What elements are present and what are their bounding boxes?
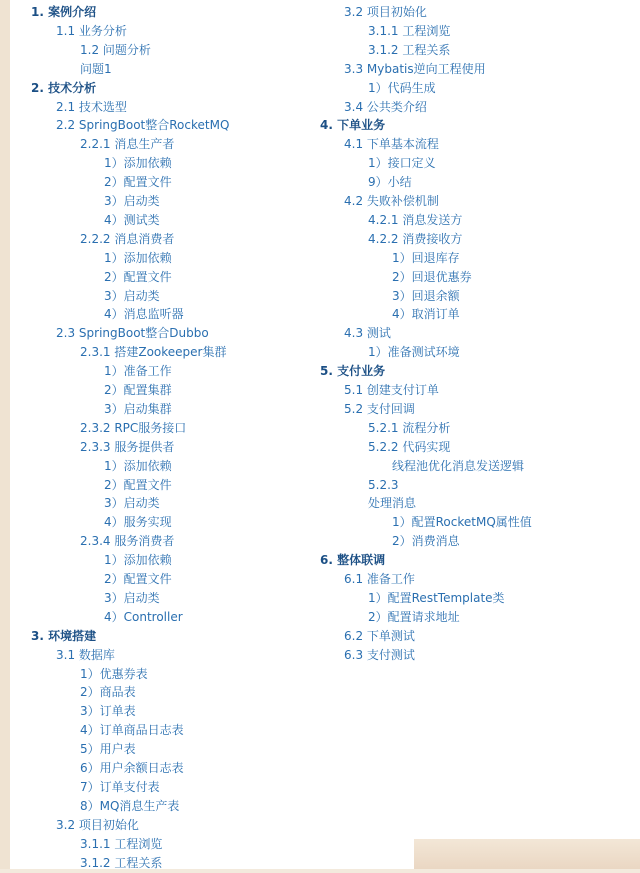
toc-link[interactable]: 3.1.2 工程关系 <box>80 855 163 870</box>
toc-link[interactable]: 3.4 公共类介绍 <box>344 99 427 114</box>
toc-link[interactable]: 4）订单商品日志表 <box>80 723 184 738</box>
toc-link[interactable]: 2）商品表 <box>80 685 136 700</box>
toc-link[interactable]: 3.1 数据库 <box>56 647 115 662</box>
toc-link[interactable]: 1）准备工作 <box>104 364 172 379</box>
toc-link[interactable]: 2.3.1 搭建Zookeeper集群 <box>80 345 227 360</box>
page-edge-shadow <box>0 0 10 869</box>
toc-link[interactable]: 1）优惠券表 <box>80 666 148 681</box>
toc-section-link[interactable]: 1. 案例介绍 <box>31 5 97 19</box>
toc-link[interactable]: 4）取消订单 <box>392 307 460 322</box>
toc-link[interactable]: 3.2 项目初始化 <box>56 817 139 832</box>
toc-link[interactable]: 3.1.1 工程浏览 <box>80 836 163 851</box>
toc-link[interactable]: 2.1 技术选型 <box>56 99 127 114</box>
toc-link[interactable]: 3.1.1 工程浏览 <box>368 23 451 38</box>
toc-link[interactable]: 2）消费消息 <box>392 534 460 549</box>
toc-link[interactable]: 2.2 SpringBoot整合RocketMQ <box>56 118 230 133</box>
toc-link[interactable]: 1）添加依赖 <box>104 250 172 265</box>
toc-section-link[interactable]: 4. 下单业务 <box>320 118 386 133</box>
background-gradient <box>414 839 640 869</box>
toc-link[interactable]: 1.1 业务分析 <box>56 23 127 38</box>
toc-link[interactable]: 问题1 <box>80 61 112 76</box>
toc-link[interactable]: 3.2 项目初始化 <box>344 5 427 19</box>
toc-link[interactable]: 3）启动类 <box>104 194 160 208</box>
toc-link[interactable]: 4.2 失败补偿机制 <box>344 194 439 208</box>
toc-link[interactable]: 2）回退优惠券 <box>392 269 472 284</box>
toc-link[interactable]: 2.3.2 RPC服务接口 <box>80 420 187 435</box>
toc-link[interactable]: 4.1 下单基本流程 <box>344 137 439 152</box>
toc-link[interactable]: 2）配置文件 <box>104 477 172 492</box>
toc-link[interactable]: 2.2.1 消息生产者 <box>80 137 175 152</box>
toc-link[interactable]: 4.3 测试 <box>344 326 391 341</box>
toc-link[interactable]: 3）回退余额 <box>392 288 460 303</box>
toc-link[interactable]: 1）接口定义 <box>368 156 436 171</box>
toc-link[interactable]: 6.2 下单测试 <box>344 628 415 643</box>
toc-link[interactable]: 4.2.2 消费接收方 <box>368 231 463 246</box>
toc-link[interactable]: 1）添加依赖 <box>104 156 172 171</box>
toc-link[interactable]: 5.2.3 <box>368 477 399 492</box>
toc-link[interactable]: 处理消息 <box>368 496 417 511</box>
toc-link[interactable]: 3）启动类 <box>104 288 160 303</box>
toc-link[interactable]: 线程池优化消息发送逻辑 <box>392 458 525 473</box>
toc-link[interactable]: 2.3.3 服务提供者 <box>80 439 175 454</box>
toc-link[interactable]: 3）订单表 <box>80 704 136 719</box>
toc-link[interactable]: 1.2 问题分析 <box>80 42 151 57</box>
toc-section-link[interactable]: 6. 整体联调 <box>320 553 386 568</box>
toc-link[interactable]: 5）用户表 <box>80 742 136 757</box>
toc-link[interactable]: 3.3 Mybatis逆向工程使用 <box>344 61 486 76</box>
toc-link[interactable]: 1）添加依赖 <box>104 553 172 568</box>
toc-link[interactable]: 2）配置文件 <box>104 269 172 284</box>
toc-link[interactable]: 3.1.2 工程关系 <box>368 42 451 57</box>
toc-link[interactable]: 7）订单支付表 <box>80 779 160 794</box>
toc-link[interactable]: 6.1 准备工作 <box>344 572 415 586</box>
toc-link[interactable]: 4）Controller <box>104 609 183 624</box>
toc-link[interactable]: 3）启动集群 <box>104 401 172 416</box>
toc-link[interactable]: 9）小结 <box>368 175 412 190</box>
toc-section-link[interactable]: 3. 环境搭建 <box>31 628 97 643</box>
toc-section-link[interactable]: 5. 支付业务 <box>320 364 386 379</box>
toc-link[interactable]: 5.2.2 代码实现 <box>368 439 451 454</box>
toc-link[interactable]: 4）测试类 <box>104 212 160 227</box>
toc-section-link[interactable]: 2. 技术分析 <box>31 80 97 95</box>
toc-link[interactable]: 1）添加依赖 <box>104 458 172 473</box>
toc-link[interactable]: 2）配置文件 <box>104 572 172 586</box>
toc-link[interactable]: 2.2.2 消息消费者 <box>80 231 175 246</box>
toc-link[interactable]: 2.3 SpringBoot整合Dubbo <box>56 326 209 341</box>
toc-link[interactable]: 8）MQ消息生产表 <box>80 798 180 813</box>
toc-link[interactable]: 1）回退库存 <box>392 250 460 265</box>
toc-link[interactable]: 3）启动类 <box>104 496 160 511</box>
toc-link[interactable]: 1）代码生成 <box>368 80 436 95</box>
toc-link[interactable]: 3）启动类 <box>104 590 160 605</box>
toc-link[interactable]: 1）准备测试环境 <box>368 345 460 360</box>
toc-link[interactable]: 2.3.4 服务消费者 <box>80 534 175 549</box>
toc-link[interactable]: 2）配置文件 <box>104 175 172 190</box>
toc-link[interactable]: 5.1 创建支付订单 <box>344 383 439 397</box>
toc-link[interactable]: 4.2.1 消息发送方 <box>368 212 463 227</box>
toc-link[interactable]: 4）消息监听器 <box>104 307 184 322</box>
toc-link[interactable]: 5.2.1 流程分析 <box>368 420 451 435</box>
toc-link[interactable]: 2）配置请求地址 <box>368 609 460 624</box>
toc-link[interactable]: 5.2 支付回调 <box>344 401 415 416</box>
toc-link[interactable]: 1）配置RocketMQ属性值 <box>392 515 532 530</box>
toc-link[interactable]: 6.3 支付测试 <box>344 647 415 662</box>
toc-link[interactable]: 2）配置集群 <box>104 383 172 397</box>
toc-link[interactable]: 4）服务实现 <box>104 515 172 530</box>
toc-link[interactable]: 1）配置RestTemplate类 <box>368 590 505 605</box>
toc-link[interactable]: 6）用户余额日志表 <box>80 761 184 775</box>
